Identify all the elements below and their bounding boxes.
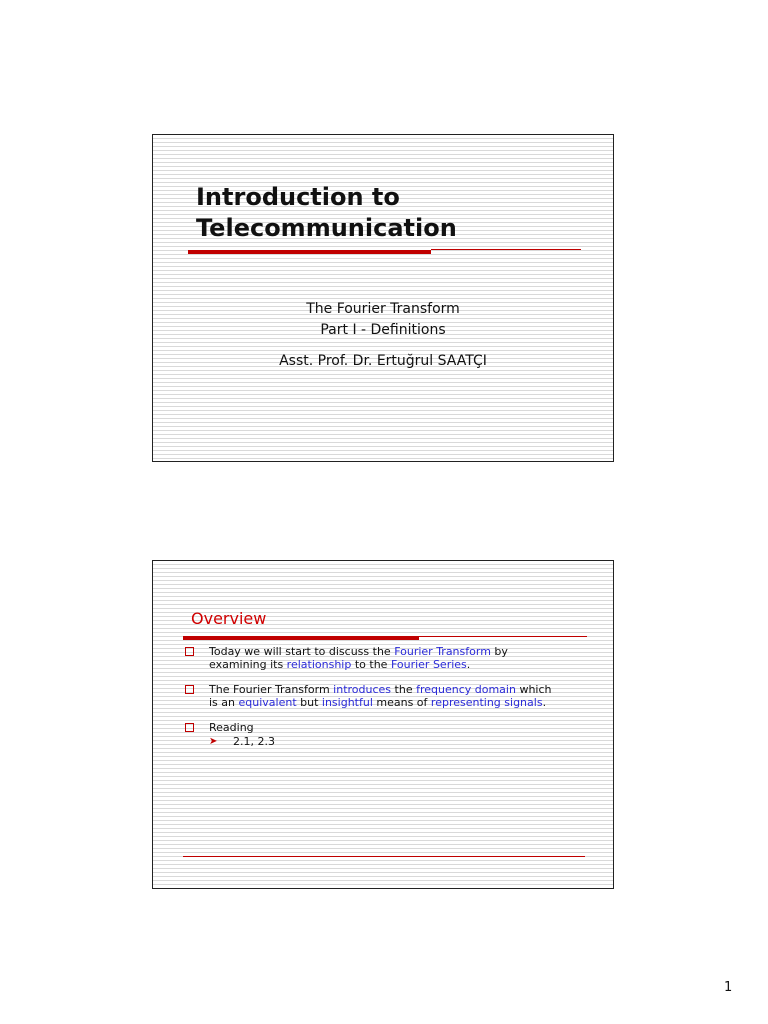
bullet-item-1 [185,645,595,671]
square-outline-icon [185,647,194,656]
reading-sections: 2.1, 2.3 [233,735,275,748]
text: which [515,683,552,696]
slide-title-heading [196,182,457,244]
text: examining its [209,658,287,671]
slide-overview [152,560,614,889]
highlight: introduces [333,683,392,696]
highlight: frequency domain [416,683,516,696]
subtitle-line-1: The Fourier Transform [306,301,460,317]
footer-rule [183,856,585,857]
text: to the [351,658,391,671]
bullet-item-2 [185,683,595,709]
highlight: Fourier Transform [394,645,491,658]
title-line-1: Introduction to [196,183,400,211]
text: . [466,658,471,671]
title-underline-thin [431,249,581,250]
title-underline-thick [188,250,431,254]
overview-heading: Overview [191,609,267,628]
highlight: representing signals [430,696,543,709]
highlight: relationship [286,658,352,671]
text: The Fourier Transform [209,683,334,696]
text: Today we will start to discuss the [209,645,395,658]
overview-underline-thick [183,636,419,640]
bullet-list [185,645,595,760]
highlight: Fourier Series [390,658,467,671]
bullet-item-3 [185,721,595,748]
slide-title [152,134,614,462]
highlight: equivalent [238,696,297,709]
page-number: 1 [724,980,733,995]
author: Asst. Prof. Dr. Ertuğrul SAATÇI [279,353,487,369]
subtitle-line-2: Part I - Definitions [320,322,446,338]
sub-bullet-item [209,735,595,748]
text: the [391,683,417,696]
highlight: insightful [321,696,373,709]
overview-underline-thin [419,636,587,637]
reading-label: Reading [209,721,254,734]
square-outline-icon [185,685,194,694]
text: by [490,645,508,658]
text: means of [372,696,431,709]
text: but [296,696,322,709]
square-outline-icon [185,723,194,732]
text: . [542,696,547,709]
title-line-2: Telecommunication [196,214,457,242]
text: is an [209,696,239,709]
arrowhead-icon: ➤ [209,736,218,747]
